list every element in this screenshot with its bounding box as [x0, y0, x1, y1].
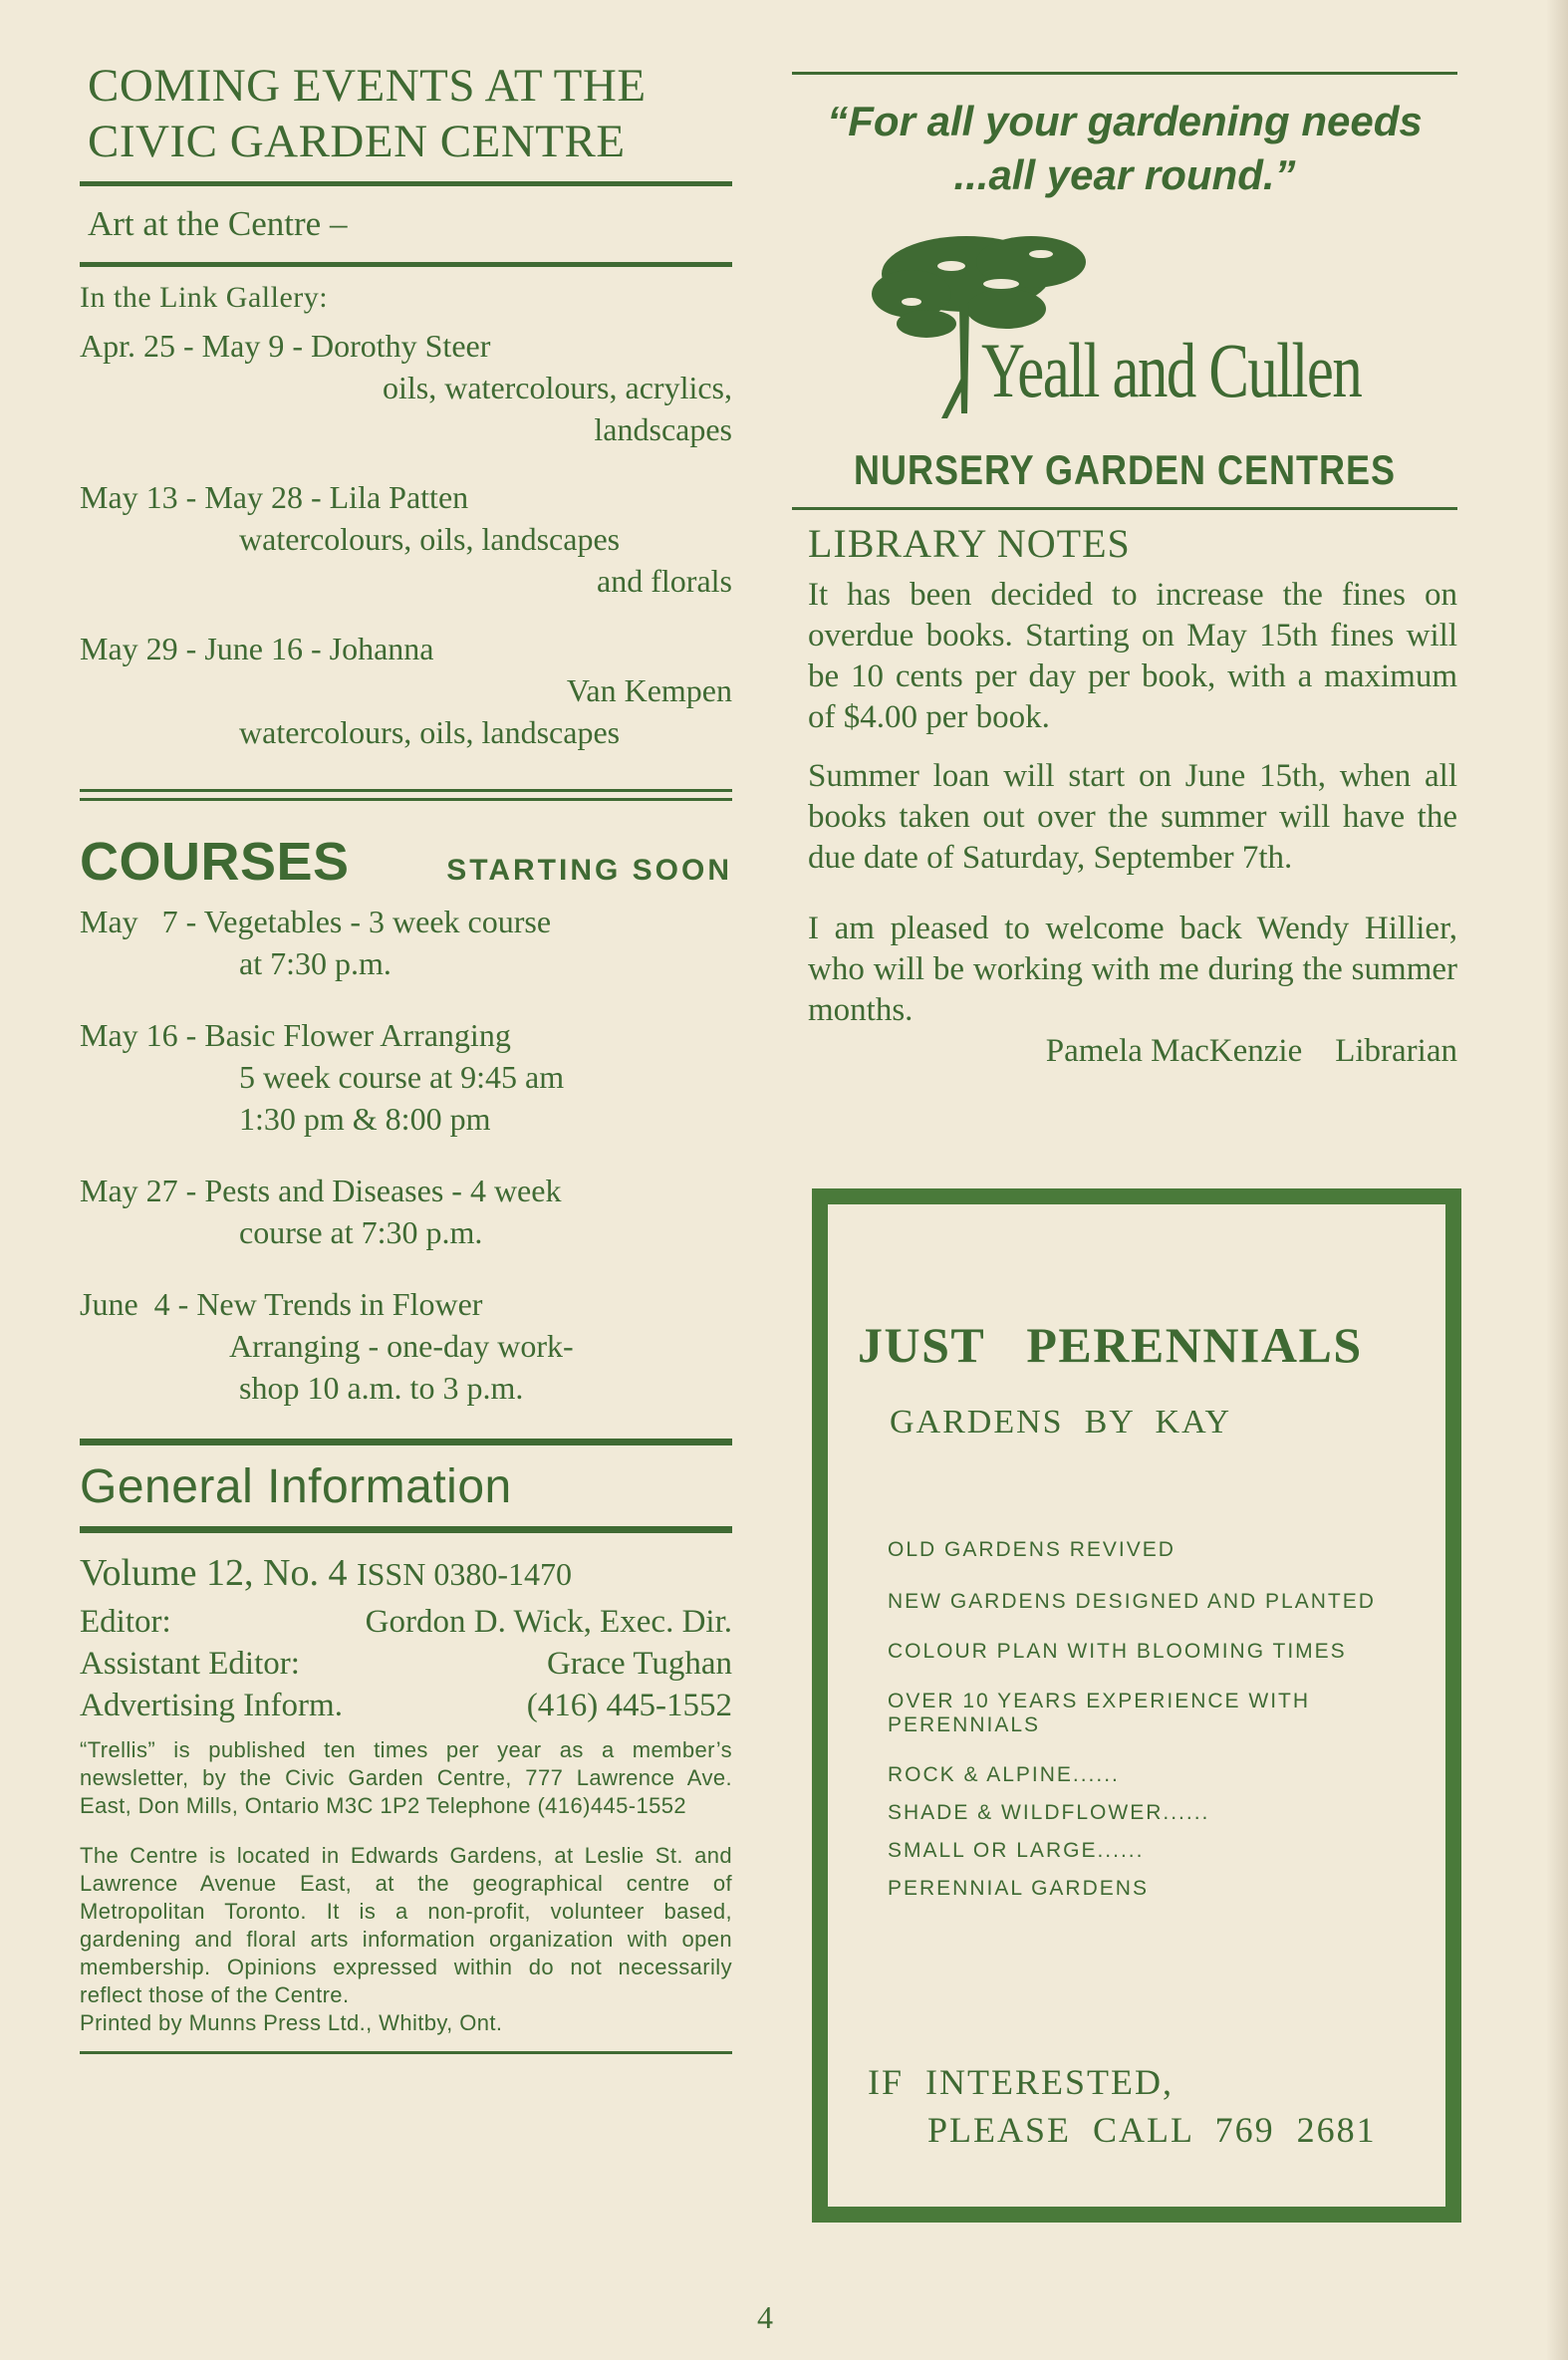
editor-label: Editor: — [80, 1604, 171, 1640]
divider — [80, 181, 732, 186]
divider — [792, 72, 1457, 75]
divider — [80, 1526, 732, 1533]
course-line: Arranging - one-day work- — [229, 1328, 574, 1364]
course-line: course at 7:30 p.m. — [239, 1214, 483, 1250]
service-item: SMALL OR LARGE...... — [888, 1839, 1145, 1862]
editor-value: Gordon D. Wick, Exec. Dir. — [365, 1604, 732, 1640]
service-item: SHADE & WILDFLOWER...... — [888, 1801, 1210, 1824]
course-line: shop 10 a.m. to 3 p.m. — [239, 1370, 524, 1406]
ad-cta-line1: IF INTERESTED, — [868, 2062, 1174, 2102]
event-line: Van Kempen — [566, 672, 732, 708]
divider — [80, 1439, 732, 1445]
page-spine-shadow — [1546, 0, 1568, 2360]
gallery-label: In the Link Gallery: — [80, 281, 329, 314]
event-item — [80, 628, 732, 753]
course-item — [80, 901, 732, 984]
events-title — [80, 58, 732, 169]
volume-number: Volume 12, No. 4 — [80, 1552, 348, 1594]
course-line: at 7:30 p.m. — [239, 945, 392, 981]
issn: ISSN 0380-1470 — [356, 1556, 572, 1592]
library-paragraph: Summer loan will start on June 15th, when all books taken out over the summer will have the due date of Saturday, September 7th. — [808, 758, 1457, 876]
advertising-phone: (416) 445-1552 — [526, 1688, 732, 1723]
right-column — [792, 72, 1457, 1070]
event-line: watercolours, oils, landscapes — [239, 714, 621, 750]
event-line: and florals — [597, 563, 732, 599]
assistant-editor-label: Assistant Editor: — [80, 1646, 300, 1682]
service-item: ROCK & ALPINE...... — [888, 1763, 1120, 1786]
event-line: landscapes — [594, 411, 732, 447]
general-info-title: General Information — [80, 1460, 512, 1513]
course-line: 1:30 pm & 8:00 pm — [239, 1101, 491, 1137]
services-list — [888, 1538, 1406, 1915]
service-item: NEW GARDENS DESIGNED AND PLANTED — [888, 1590, 1376, 1613]
events-title-line2: CIVIC GARDEN CENTRE — [88, 116, 626, 167]
advertising-row — [80, 1685, 732, 1726]
nursery-tagline — [792, 95, 1457, 202]
event-line: oils, watercolours, acrylics, — [383, 370, 732, 405]
ad-cta-phone: PLEASE CALL 769 2681 — [927, 2110, 1377, 2150]
divider — [80, 798, 732, 801]
nursery-subtitle: NURSERY GARDEN CENTRES — [853, 445, 1397, 493]
printer-note: Printed by Munns Press Ltd., Whitby, Ont. — [80, 2010, 503, 2035]
perennials-ad — [812, 1188, 1461, 2223]
course-line: June 4 - New Trends in Flower — [80, 1286, 483, 1322]
location-note: The Centre is located in Edwards Gardens, at Leslie St. and Lawrence Avenue East, at the geographical centre of Metropolitan Toronto. It is a non-profit, volunteer based, gardening and floral arts information organization with open membership. Opinions expressed within do not necessarily reflect those of the Centre. — [80, 1843, 732, 2007]
course-item — [80, 1283, 732, 1409]
course-item — [80, 1170, 732, 1253]
event-line: watercolours, oils, landscapes — [239, 521, 621, 557]
library-paragraph: I am pleased to welcome back Wendy Hillier, who will be working with me during the summer months. — [808, 911, 1457, 1028]
course-line: May 7 - Vegetables - 3 week course — [80, 904, 552, 939]
publication-note: “Trellis” is published ten times per year as a member’s newsletter, by the Civic Garden Centre, 777 Lawrence Ave. East, Don Mills, Ontario M3C 1P2 Telephone (416)445-1552 — [80, 1737, 732, 1818]
events-title-line1: COMING EVENTS AT THE — [88, 60, 647, 112]
service-item: OLD GARDENS REVIVED — [888, 1538, 1176, 1561]
nursery-logo-text: Yeall and Cullen — [981, 327, 1362, 413]
courses-title: COURSES — [80, 832, 350, 892]
page-number: 4 — [757, 2299, 773, 2335]
divider — [792, 507, 1457, 510]
courses-header — [80, 831, 732, 893]
event-line: May 13 - May 28 - Lila Patten — [80, 479, 469, 515]
advertising-label: Advertising Inform. — [80, 1688, 343, 1723]
event-line: Apr. 25 - May 9 - Dorothy Steer — [80, 328, 491, 364]
library-paragraph: It has been decided to increase the fines on overdue books. Starting on May 15th fines will be 10 cents per day per book, with a maximum of $4.00 per book. — [808, 577, 1457, 735]
library-title: LIBRARY NOTES — [808, 521, 1131, 566]
divider — [80, 789, 732, 792]
nursery-logo — [792, 214, 1457, 443]
divider — [80, 2051, 732, 2054]
tagline-line2: ...all year round.” — [953, 151, 1296, 198]
service-item: PERENNIAL GARDENS — [888, 1877, 1149, 1900]
divider — [80, 262, 732, 267]
event-item — [80, 476, 732, 602]
librarian-signature: Pamela MacKenzie Librarian — [1045, 1033, 1457, 1069]
ad-title: JUST PERENNIALS — [858, 1317, 1363, 1373]
courses-subtitle: STARTING SOON — [446, 854, 732, 887]
service-item: OVER 10 YEARS EXPERIENCE WITH PERENNIALS — [888, 1690, 1311, 1736]
art-subtitle: Art at the Centre – — [88, 204, 348, 243]
left-column — [80, 58, 732, 2054]
course-line: May 16 - Basic Flower Arranging — [80, 1017, 511, 1053]
course-item — [80, 1014, 732, 1140]
event-item — [80, 325, 732, 450]
tagline-line1: “For all your gardening needs — [827, 98, 1423, 144]
editor-row — [80, 1601, 732, 1643]
volume-line — [80, 1551, 732, 1595]
course-line: 5 week course at 9:45 am — [239, 1059, 565, 1095]
course-line: May 27 - Pests and Diseases - 4 week — [80, 1173, 562, 1208]
assistant-editor-row — [80, 1643, 732, 1685]
event-line: May 29 - June 16 - Johanna — [80, 631, 434, 666]
ad-subtitle: GARDENS BY KAY — [890, 1404, 1232, 1441]
assistant-editor-value: Grace Tughan — [546, 1646, 732, 1682]
service-item: COLOUR PLAN WITH BLOOMING TIMES — [888, 1640, 1347, 1663]
